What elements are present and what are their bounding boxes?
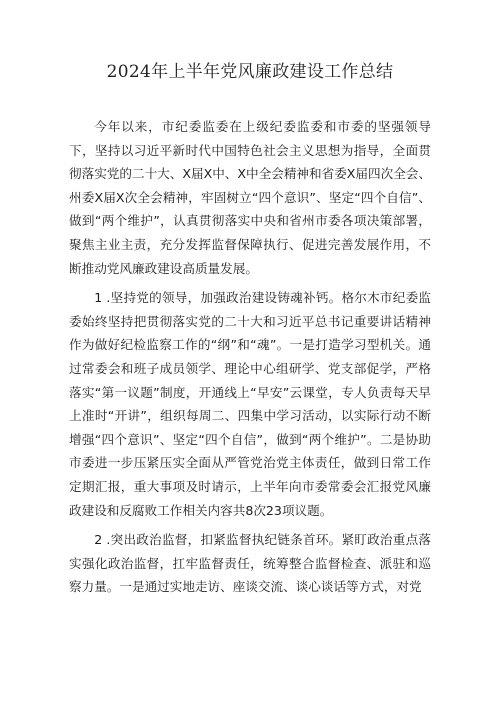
document-body <box>69 115 431 605</box>
paragraph-section-2: 2 .突出政治监督，扣紧监督执纪链条首环。紧盯政治重点落实强化政治监督，扛牢监督责任，统筹整合监督检查、派驻和巡察力量。一是通过实地走访、座谈交流、谈心谈话等方式，对党 <box>69 532 431 595</box>
paragraph-section-1: 1 .坚持党的领导，加强政治建设铸魂补钙。格尔木市纪委监委始终坚持把贯彻落实党的二十大和习近平总书记重要讲话精神作为做好纪检监察工作的“纲”和“魂”。一是打造学习型机关。通过常委会和班子成员领学、理论中心组研学、党支部促学，严格落实“第一议题”制度，开通线上“早安”云课堂，专人负责每天早上准时“开讲”，组织每周二、四集中学习活动，以实际行动不断增强“四个意识”、坚定“四个自信”，做到“两个维护”。二是协助市委进一步压紧压实全面从严管党治党主体责任，做到日常工作定期汇报，重大事项及时请示，上半年向市委常委会汇报党风廉政建设和反腐败工作相关内容共8次23项议题。 <box>69 290 431 518</box>
document-title: 2024年上半年党风廉政建设工作总结 <box>106 62 394 82</box>
paragraph-intro: 今年以来，市纪委监委在上级纪委监委和市委的坚强领导下，坚持以习近平新时代中国特色社会主义思想为指导，全面贯彻落实党的二十大、X届X中、X中全会精神和省委X届四次全会、州委X届X次全会精神，牢固树立“四个意识”、坚定“四个自信”、做到“两个维护”，认真贯彻落实中央和省州市委各项决策部署，聚焦主业主责，充分发挥监督保障执行、促进完善发展作用，不断推动党风廉政建设高质量发展。 <box>69 119 431 276</box>
